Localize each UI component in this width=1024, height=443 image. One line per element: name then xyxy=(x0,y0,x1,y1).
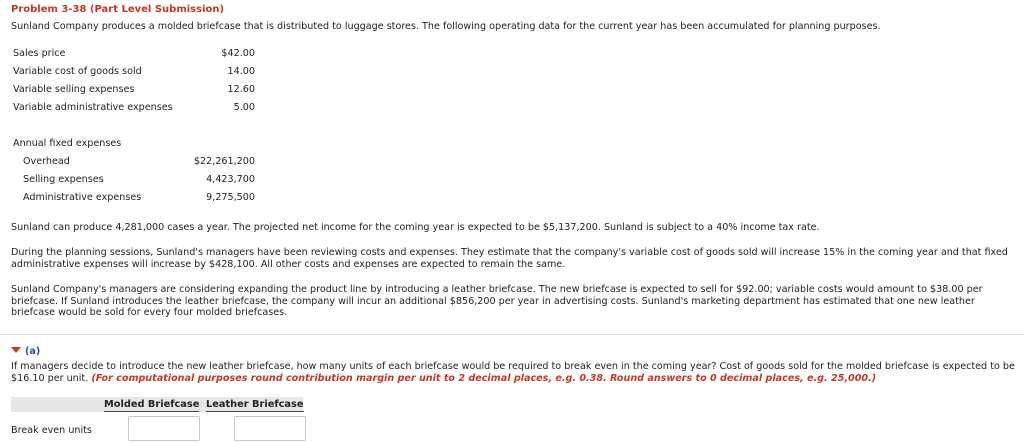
selling-expenses-label: Selling expenses xyxy=(23,174,104,185)
admin-expenses-label: Administrative expenses xyxy=(23,192,142,203)
variable-selling-value: 12.60 xyxy=(227,84,255,95)
planning-paragraph: During the planning sessions, Sunland's managers have been reviewing costs and expenses. They estimate that the company's variable cost of goods sold will increase 15% in the coming year and that fixed administrative expenses will increase by $428,100. All other costs and expenses are expected to remain the same. xyxy=(11,247,1008,270)
leather-break-even-input[interactable] xyxy=(234,416,306,441)
variable-admin-label: Variable administrative expenses xyxy=(13,102,173,113)
problem-title: Problem 3-38 (Part Level Submission) xyxy=(11,4,225,15)
variable-admin-value: 5.00 xyxy=(233,102,255,113)
variable-cogs-label: Variable cost of goods sold xyxy=(13,66,142,77)
molded-briefcase-header: Molded Briefcase xyxy=(104,399,200,410)
leather-briefcase-paragraph: Sunland Company's managers are considering expanding the product line by introducing a leather briefcase. The new briefcase is expected to sell for $92.00; variable costs would amount to $38.00 per briefcase. If Sunland introduces the leather briefcase, the company will incur an additional $856,200 per year in advertising costs. Sunland's marketing department has estimated that one new leather briefcase would be sold for every four molded briefcases. xyxy=(11,284,983,318)
break-even-units-label: Break even units xyxy=(11,425,92,436)
question-text: If managers decide to introduce the new leather briefcase, how many units of each briefcase would be required to break even in the coming year? Cost of goods sold for the molded briefcase is expected to be $16.10 per unit. xyxy=(11,361,1015,384)
part-a-question xyxy=(11,361,1019,384)
section-divider xyxy=(0,334,1024,335)
overhead-label: Overhead xyxy=(23,156,70,167)
sales-price-label: Sales price xyxy=(13,48,66,59)
capacity-paragraph: Sunland can produce 4,281,000 cases a year. The projected net income for the coming year is expected to be $5,137,200. Sunland is subject to a 40% income tax rate. xyxy=(11,222,820,233)
fixed-expenses-heading: Annual fixed expenses xyxy=(13,138,122,149)
collapse-triangle-icon[interactable] xyxy=(11,347,21,353)
selling-expenses-value: 4,423,700 xyxy=(206,174,255,185)
overhead-value: $22,261,200 xyxy=(193,156,255,167)
rounding-hint: (For computational purposes round contribution margin per unit to 2 decimal places, e.g. 0.38. Round answers to 0 decimal places, e.g. 25,000.) xyxy=(91,372,877,384)
problem-intro: Sunland Company produces a molded briefcase that is distributed to luggage stores. The following operating data for the current year has been accumulated for planning purposes. xyxy=(11,21,881,32)
part-a-label: (a) xyxy=(25,346,41,357)
sales-price-value: $42.00 xyxy=(221,48,255,59)
molded-break-even-input[interactable] xyxy=(128,416,200,441)
variable-selling-label: Variable selling expenses xyxy=(13,84,135,95)
variable-cogs-value: 14.00 xyxy=(227,66,255,77)
admin-expenses-value: 9,275,500 xyxy=(206,192,255,203)
leather-briefcase-header: Leather Briefcase xyxy=(206,399,304,410)
part-a-toggle[interactable] xyxy=(11,346,40,357)
